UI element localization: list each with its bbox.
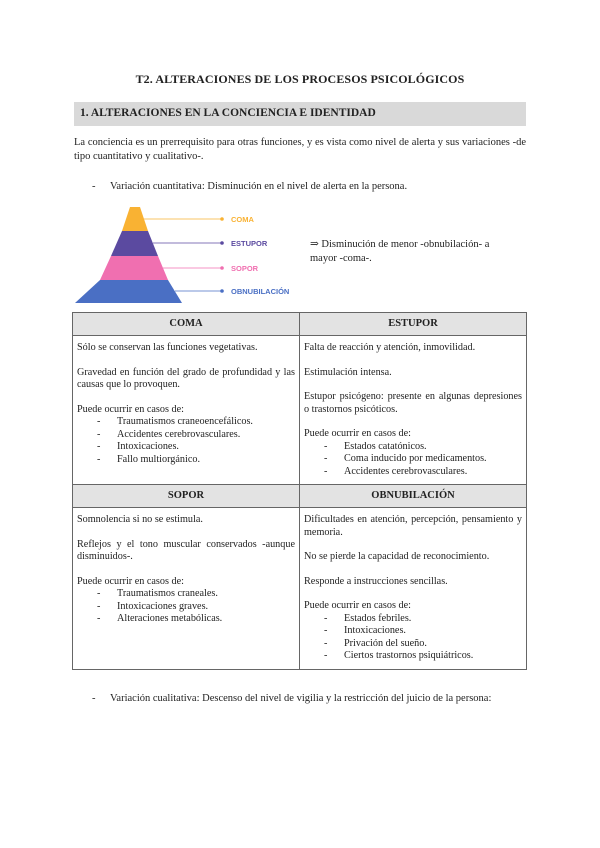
list-item: - Alteraciones metabólicas. — [97, 613, 295, 626]
list-item: - Fallo multiorgánico. — [97, 454, 295, 467]
sopor-cases-label: Puede ocurrir en casos de: — [77, 575, 184, 587]
bullet-dash: - — [92, 181, 96, 192]
bullet-qualitative — [92, 692, 532, 706]
estupor-description: Falta de reacción y atención, inmovilidad. — [304, 342, 476, 353]
coma-cases-list — [77, 416, 295, 466]
pyramid-level-sopor — [100, 256, 168, 280]
pyramid-level-estupor — [111, 231, 158, 256]
intro-paragraph: La conciencia es un prerrequisito para otras funciones, y es vista como nivel de alerta y sus variaciones -de tipo cuantitativo y cualitativo-. — [74, 137, 526, 162]
table-row — [73, 508, 527, 670]
estupor-cases-list — [304, 441, 522, 479]
bullet-qualitative-text: Variación cualitativa: Descenso del nivel de vigilia y la restricción del juicio de la persona: — [110, 693, 492, 704]
pyramid-level-obnubilacion — [75, 280, 182, 303]
list-item: - Traumatismos craneales. — [97, 588, 295, 601]
consciousness-states-table — [72, 312, 527, 670]
bullet-dash: - — [92, 693, 96, 704]
sopor-reflexes: Reflejos y el tono muscular conservados -aunque disminuidos-. — [77, 538, 295, 562]
coma-description: Sólo se conservan las funciones vegetativas. — [77, 342, 258, 353]
pyramid-label-obnubilacion: OBNUBILACIÓN — [231, 287, 290, 296]
list-item: - Intoxicaciones. — [97, 441, 295, 454]
list-item: - Intoxicaciones graves. — [97, 601, 295, 614]
sopor-cases-list — [77, 588, 295, 626]
cell-estupor — [300, 336, 527, 485]
pyramid-dot-sopor — [220, 266, 224, 270]
table-row — [73, 336, 527, 485]
obnubilacion-cases-label: Puede ocurrir en casos de: — [304, 600, 411, 611]
list-item: - Privación del sueño. — [324, 638, 522, 651]
header-estupor: ESTUPOR — [300, 313, 527, 336]
pyramid-label-sopor: SOPOR — [231, 264, 259, 273]
header-obnubilacion: OBNUBILACIÓN — [300, 485, 527, 508]
obnubilacion-description: Dificultades en atención, percepción, pensamiento y memoria. — [304, 514, 522, 538]
header-coma: COMA — [73, 313, 300, 336]
pyramid-label-estupor: ESTUPOR — [231, 239, 268, 248]
document-title: T2. ALTERACIONES DE LOS PROCESOS PSICOLÓGICOS — [135, 72, 465, 86]
estupor-psychogenic: Estupor psicógeno: presente en algunas depresiones o trastornos psicóticos. — [304, 391, 522, 415]
cell-coma — [73, 336, 300, 485]
list-item: - Estados catatónicos. — [324, 441, 522, 454]
obnubilacion-instructions: Responde a instrucciones sencillas. — [304, 575, 448, 587]
list-item: - Traumatismos craneoencefálicos. — [97, 416, 295, 429]
table-header-row — [73, 485, 527, 508]
coma-cases-label: Puede ocurrir en casos de: — [77, 403, 184, 415]
obnubilacion-recognition: No se pierde la capacidad de reconocimiento. — [304, 551, 490, 562]
consciousness-pyramid — [72, 204, 312, 306]
pyramid-label-coma: COMA — [231, 215, 254, 224]
list-item: - Intoxicaciones. — [324, 625, 522, 638]
list-item: - Coma inducido por medicamentos. — [324, 453, 522, 466]
header-sopor: SOPOR — [73, 485, 300, 508]
table-header-row — [73, 313, 527, 336]
pyramid-dot-obnubilacion — [220, 289, 224, 293]
section-heading: 1. ALTERACIONES EN LA CONCIENCIA E IDENTIDAD — [74, 102, 526, 126]
cell-obnubilacion — [300, 508, 527, 670]
list-item: - Accidentes cerebrovasculares. — [324, 466, 522, 479]
coma-severity: Gravedad en función del grado de profundidad y las causas que lo provoquen. — [77, 366, 295, 390]
list-item: - Ciertos trastornos psiquiátricos. — [324, 650, 522, 663]
sopor-description: Somnolencia si no se estimula. — [77, 514, 203, 525]
estupor-stimulation: Estimulación intensa. — [304, 366, 392, 378]
pyramid-dot-coma — [220, 217, 224, 221]
cell-sopor — [73, 508, 300, 670]
list-item: - Estados febriles. — [324, 613, 522, 626]
bullet-quantitative — [92, 180, 532, 194]
bullet-quantitative-text: Variación cuantitativa: Disminución en el nivel de alerta en la persona. — [110, 181, 408, 192]
estupor-cases-label: Puede ocurrir en casos de: — [304, 428, 411, 439]
pyramid-dot-estupor — [220, 241, 224, 245]
obnubilacion-cases-list — [304, 613, 522, 663]
pyramid-note: ⇒ Disminución de menor -obnubilación- a mayor -coma-. — [310, 239, 490, 264]
list-item: - Accidentes cerebrovasculares. — [97, 429, 295, 442]
